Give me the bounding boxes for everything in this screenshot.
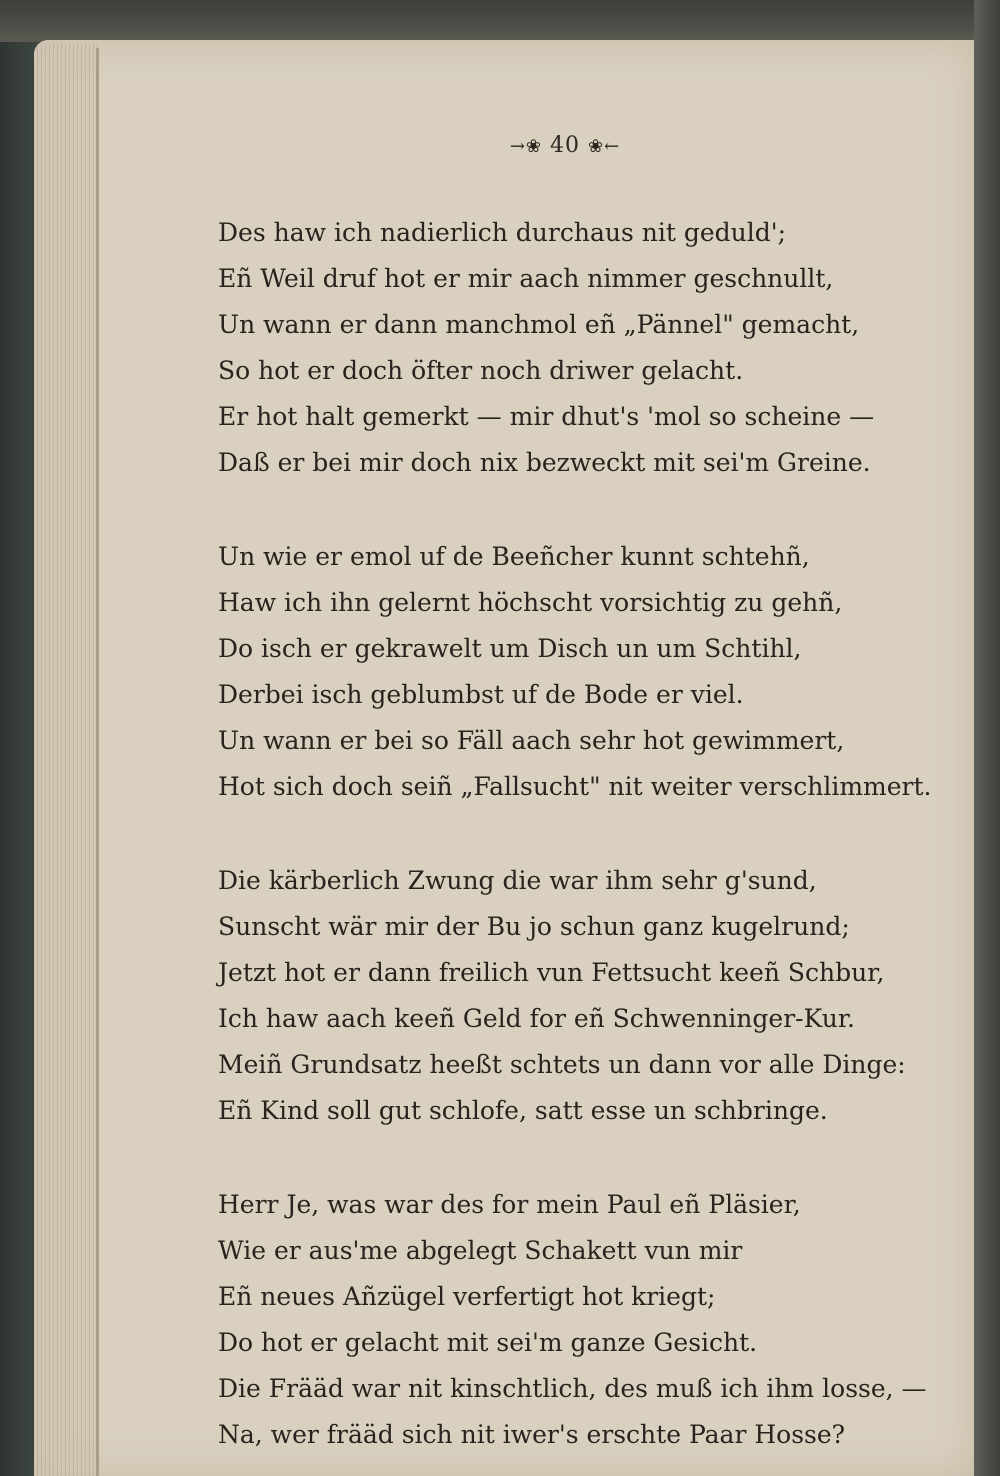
poem-line: Eñ Kind soll gut schlofe, satt esse un schbringe. (218, 1096, 828, 1125)
poem-line: Eñ neues Añzügel verfertigt hot kriegt; (218, 1282, 716, 1311)
page-gutter (96, 48, 99, 1476)
poem-line: Die kärberlich Zwung die war ihm sehr g'sund, (218, 866, 817, 895)
stanza-3 (218, 858, 938, 1134)
poem-line: Des haw ich nadierlich durchaus nit geduld'; (218, 218, 787, 247)
poem-body (218, 210, 938, 1458)
book-top-edge (0, 0, 1000, 42)
poem-line: Wie er aus'me abgelegt Schakett vun mir (218, 1236, 743, 1265)
page-number: 40 (550, 133, 580, 158)
header-ornament-left: →❀ (509, 136, 542, 157)
poem-line: Die Frääd war nit kinschtlich, des muß ich ihm losse, — (218, 1374, 927, 1403)
poem-line: Do isch er gekrawelt um Disch un um Schtihl, (218, 634, 802, 663)
poem-line: Sunscht wär mir der Bu jo schun ganz kugelrund; (218, 912, 850, 941)
poem-line: Un wann er bei so Fäll aach sehr hot gewimmert, (218, 726, 845, 755)
page-header (0, 133, 1000, 158)
poem-line: Eñ Weil druf hot er mir aach nimmer geschnullt, (218, 264, 834, 293)
poem-line: Er hot halt gemerkt — mir dhut's 'mol so scheine — (218, 402, 875, 431)
poem-line: Daß er bei mir doch nix bezweckt mit sei'm Greine. (218, 448, 871, 477)
book-right-edge (974, 0, 1000, 1476)
poem-line: So hot er doch öfter noch driwer gelacht. (218, 356, 744, 385)
poem-line: Un wie er emol uf de Beeñcher kunnt schtehñ, (218, 542, 810, 571)
poem-line: Un wann er dann manchmol eñ „Pännel" gemacht, (218, 310, 860, 339)
poem-line: Haw ich ihn gelernt höchscht vorsichtig zu gehñ, (218, 588, 843, 617)
header-ornament-right: ❀← (588, 136, 621, 157)
poem-line: Na, wer frääd sich nit iwer's erschte Paar Hosse? (218, 1420, 846, 1449)
stanza-4 (218, 1182, 938, 1458)
stanza-gap (218, 810, 938, 858)
stanza-1 (218, 210, 938, 486)
page-stack-edges (34, 44, 98, 1476)
poem-line: Ich haw aach keeñ Geld for eñ Schwenninger-Kur. (218, 1004, 855, 1033)
stanza-gap (218, 1134, 938, 1182)
poem-line: Do hot er gelacht mit sei'm ganze Gesicht. (218, 1328, 758, 1357)
poem-line: Meiñ Grundsatz heeßt schtets un dann vor alle Dinge: (218, 1050, 906, 1079)
stanza-2 (218, 534, 938, 810)
poem-line: Hot sich doch seiñ „Fallsucht" nit weiter verschlimmert. (218, 772, 932, 801)
poem-line: Derbei isch geblumbst uf de Bode er viel. (218, 680, 744, 709)
poem-line: Herr Je, was war des for mein Paul eñ Pläsier, (218, 1190, 801, 1219)
poem-line: Jetzt hot er dann freilich vun Fettsucht keeñ Schbur, (218, 958, 885, 987)
stanza-gap (218, 486, 938, 534)
